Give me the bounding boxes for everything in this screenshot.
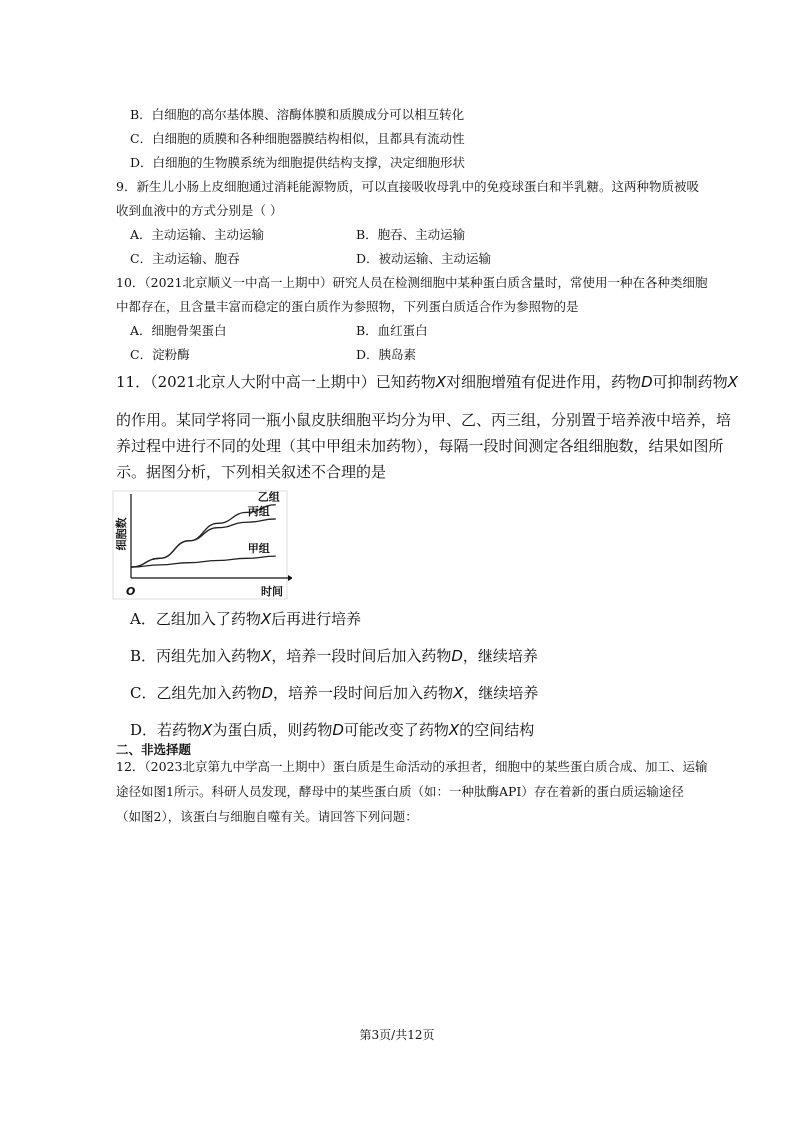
y-axis-label: 细胞数 — [115, 517, 128, 551]
q11-stem-line2: 的作用。某同学将同一瓶小鼠皮肤细胞平均分为甲、乙、丙三组，分别置于培养液中培养，培 — [116, 411, 732, 429]
q11-option-d: D．若药物X为蛋白质，则药物D可能改变了药物X的空间结构 — [130, 721, 535, 739]
q11-stem-line3: 养过程中进行不同的处理（其中甲组未加药物），每隔一段时间测定各组细胞数，结果如图所 — [116, 437, 724, 455]
q11-option-c: C．乙组先加入药物D，培养一段时间后加入药物X，继续培养 — [130, 684, 539, 702]
section-heading: 二、非选择题 — [116, 742, 192, 757]
q10-option-c: C．淀粉酶 — [130, 347, 190, 362]
q9-option-a: A．主动运输、主动运输 — [130, 227, 265, 242]
q11-stem-line4: 示。据图分析，下列相关叙述不合理的是 — [116, 463, 387, 481]
cell-count-chart — [112, 490, 292, 605]
series-label-2: 丙组 — [247, 504, 270, 518]
origin-label: O — [126, 585, 136, 598]
q9-stem-line1: 9．新生儿小肠上皮细胞通过消耗能源物质，可以直接吸收母乳中的免疫球蛋白和半乳糖。这两种物质被吸 — [116, 179, 699, 194]
q11-option-a: A．乙组加入了药物X后再进行培养 — [130, 610, 362, 628]
q9-option-b: B．胞吞、主动运输 — [356, 227, 466, 242]
q8-option-d: D．白细胞的生物膜系统为细胞提供结构支撑，决定细胞形状 — [130, 155, 466, 170]
q8-option-c: C．白细胞的质膜和各种细胞器膜结构相似，且都具有流动性 — [130, 131, 465, 146]
q9-option-c: C．主动运输、胞吞 — [130, 251, 240, 266]
q10-option-b: B．血红蛋白 — [356, 323, 428, 338]
var-x: X — [727, 373, 738, 391]
x-axis-arrow — [288, 575, 292, 581]
q11-stem-line1: 11．（2021北京人大附中高一上期中）已知药物X对细胞增殖有促进作用，药物D可抑制药物X — [116, 373, 738, 391]
x-axis-label: 时间 — [261, 585, 283, 598]
q10-stem-line2: 中都存在，且含量丰富而稳定的蛋白质作为参照物，下列蛋白质适合作为参照物的是 — [116, 299, 579, 314]
q10-stem-line1: 10．（2021北京顺义一中高一上期中）研究人员在检测细胞中某种蛋白质含量时，常使用一种在各种类细胞 — [116, 275, 708, 290]
q10-option-d: D．胰岛素 — [356, 347, 417, 362]
q10-option-a: A．细胞骨架蛋白 — [130, 323, 227, 338]
q9-option-d: D．被动运输、主动运输 — [356, 251, 492, 266]
q12-stem-line2: 途径如图1所示。科研人员发现，酵母中的某些蛋白质（如：一种肽酶API）存在着新的蛋白质运输途径 — [116, 784, 684, 799]
series-label-1: 乙组 — [257, 490, 280, 504]
series-line-3 — [131, 556, 276, 567]
var-x: X — [435, 373, 447, 391]
q9-stem-line2: 收到血液中的方式分别是（ ） — [116, 203, 283, 218]
var-d: D — [641, 373, 653, 391]
q12-stem-line1: 12．（2023北京第九中学高一上期中）蛋白质是生命活动的承担者，细胞中的某些蛋白质合成、加工、运输 — [116, 759, 708, 774]
q8-option-b: B．白细胞的高尔基体膜、溶酶体膜和质膜成分可以相互转化 — [130, 107, 465, 122]
q12-stem-line3: （如图2），该蛋白与细胞自噬有关。请回答下列问题： — [116, 809, 418, 824]
q11-option-b: B．丙组先加入药物X，培养一段时间后加入药物D，继续培养 — [130, 647, 538, 665]
series-label-3: 甲组 — [247, 542, 270, 556]
page-number: 第3页/共12页 — [359, 1028, 435, 1042]
